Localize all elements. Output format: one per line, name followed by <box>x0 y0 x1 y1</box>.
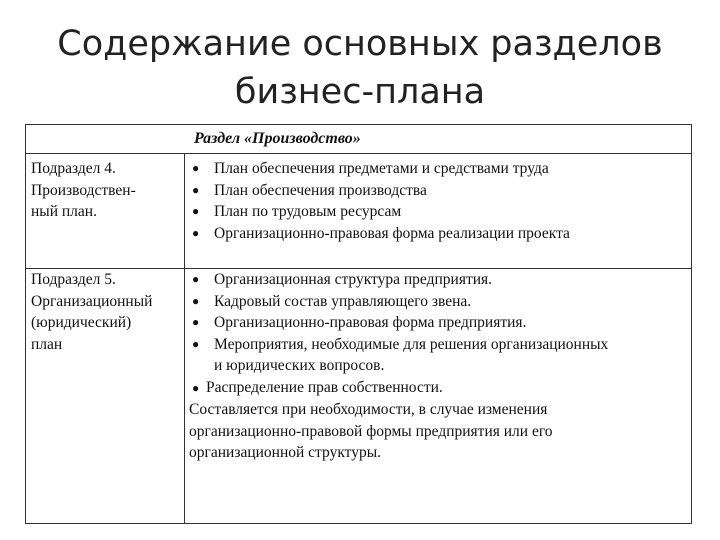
bullet-icon: ● <box>192 293 200 308</box>
note-line: Составляется при необходимости, в случае изменения <box>189 401 548 418</box>
list-item: ● План по трудовым ресурсам <box>189 201 689 223</box>
note-line: организационной структуры. <box>189 444 382 461</box>
bullet-icon: ● <box>192 161 200 175</box>
list-item: ● Мероприятия, необходимые для решения организационных <box>189 334 689 356</box>
row-1-bullet-list <box>189 158 689 244</box>
row-2-bullet-list <box>189 269 689 399</box>
list-item: ● Кадровый состав управляющего звена. <box>189 291 689 313</box>
row-1-label-line: Производствен- <box>31 181 136 199</box>
bullet-icon: ● <box>192 315 200 329</box>
row-2-note <box>189 399 689 464</box>
list-item: ● Организационная структура предприятия. <box>189 269 689 291</box>
row-2-label-line: Организационный <box>31 292 153 310</box>
row-2-label-line: план <box>31 335 63 353</box>
list-item: ● Организационно-правовая форма предприятия. <box>189 312 689 334</box>
list-item: ● План обеспечения предметами и средствами труда <box>189 158 689 180</box>
row-1-label <box>31 158 179 223</box>
list-item-continuation: и юридических вопросов. <box>214 357 385 374</box>
row-2-label-line: Подраздел 5. <box>31 271 116 288</box>
title-line-2: бизнес-плана <box>234 72 486 112</box>
row-1-label-line: Подраздел 4. <box>31 160 116 177</box>
bullet-icon: ● <box>192 182 200 197</box>
row-1-content <box>189 158 689 244</box>
title-line-1: Содержание основных разделов <box>57 24 663 64</box>
bullet-icon: ● <box>192 225 200 240</box>
row-2-content <box>189 269 689 464</box>
section-table <box>25 124 692 524</box>
bullet-icon: ● <box>192 336 200 351</box>
column-divider <box>184 154 185 524</box>
list-item: ● Организационно-правовая форма реализации проекта <box>189 223 689 245</box>
list-item: ● Распределение прав собственности. <box>189 377 689 400</box>
bullet-icon: ● <box>192 380 200 395</box>
note-line: организационно-правовой формы предприятия или его <box>189 422 553 440</box>
table-header: Раздел «Производство» <box>26 125 691 154</box>
list-item: ● План обеспечения производства <box>189 180 689 202</box>
row-1-label-line: ный план. <box>31 203 97 220</box>
row-2-label <box>31 269 179 355</box>
bullet-icon: ● <box>192 204 200 218</box>
row-2-label-line: (юридический) <box>31 314 132 331</box>
bullet-icon: ● <box>192 272 200 286</box>
slide-title <box>0 20 720 116</box>
